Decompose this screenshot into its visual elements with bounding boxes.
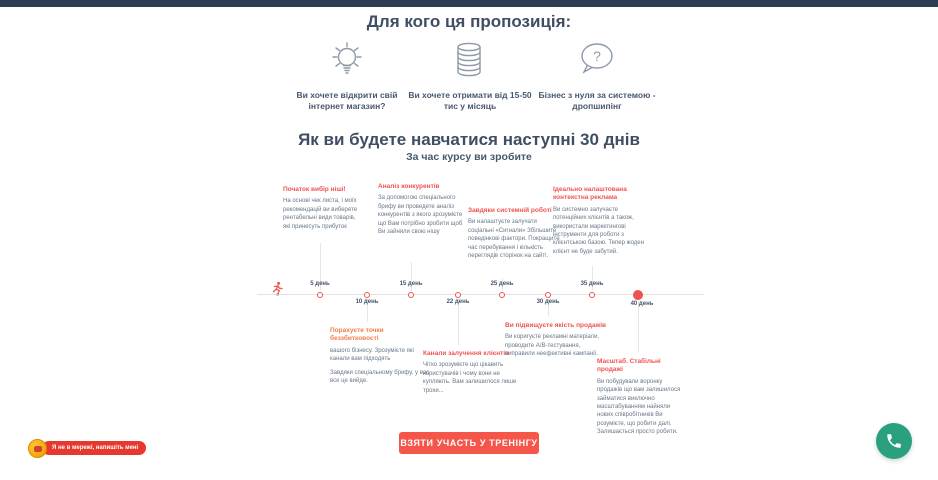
block-title: Ідеально налаштована контекстна реклама <box>553 186 627 202</box>
block-body: вашого бізнесу. Зрозумієте які канали вам підходять <box>330 347 414 363</box>
phone-icon <box>885 432 903 450</box>
block-title: Завдяки системній роботі <box>468 207 552 214</box>
timeline-block-niche <box>283 186 363 231</box>
day-label: 25 день <box>490 281 514 287</box>
timeline-block-context-ads <box>553 186 653 256</box>
svg-text:?: ? <box>593 48 601 64</box>
block-title: Порахуєте точки беззбитковості <box>330 327 384 343</box>
offer-section-title: Для кого ця пропозиція: <box>366 12 572 31</box>
block-body-2: Завдяки спеціальному брифу, у вас все це вийде. <box>330 369 430 385</box>
timeline-dot-day5 <box>317 292 323 298</box>
offer-item-income <box>405 40 535 113</box>
question-bubble-icon <box>532 40 662 82</box>
offer-item-text: Бізнес з нуля за системою - дропшипінг <box>538 90 656 112</box>
block-title: Канали залучення клієнтів <box>423 350 510 357</box>
course-section-title: Як ви будете навчатися наступні 30 днів <box>298 130 640 149</box>
offer-item-open-shop <box>282 40 412 113</box>
join-training-button[interactable]: ВЗЯТИ УЧАСТЬ У ТРЕНІНГУ <box>399 432 539 454</box>
timeline-block-sales-quality <box>505 322 607 359</box>
day-label: 22 день <box>446 299 470 305</box>
day-label: 40 день <box>630 301 654 307</box>
block-title: Початок вибір ніші! <box>283 186 346 193</box>
block-body: На основі чек листа, і моїх рекомендацій ви виберете рентабельні види товарів, які принесуть прибуток <box>283 198 358 230</box>
block-body: Ви налаштуєте залучати соціальні «Сигнали» Збільшите поведінкові фактори. Покращите час перебування і кількість переглядів сторінок на сайті. <box>468 219 560 259</box>
block-body: За допомогою спеціального брифу ви проведете аналіз конкурентів з якого зрозумієте що Вам потрібно зробити щоб Ви зайняли свою нішу <box>378 195 463 235</box>
runner-icon <box>270 281 284 300</box>
block-title: Ви підвищуєте якість продажів <box>505 322 607 329</box>
day-label: 15 день <box>399 281 423 287</box>
offer-item-text: Ви хочете отримати від 15-50 тис у місяць <box>408 90 532 112</box>
block-body: Чітко зрозумієте що цікавить користувачів і чому вони не купляють. Вам залишилося лише трохи... <box>423 362 517 394</box>
timeline-block-scale <box>597 358 683 437</box>
lightbulb-icon <box>282 40 412 82</box>
chat-widget-offline-badge[interactable] <box>28 438 146 458</box>
coins-icon <box>405 40 535 82</box>
course-section-subtitle: За час курсу ви зробите <box>406 151 532 163</box>
day-label: 5 день <box>310 281 330 287</box>
timeline-connector <box>638 300 639 352</box>
timeline-dot-day10 <box>364 292 370 298</box>
timeline-dot-day30 <box>545 292 551 298</box>
block-title: Аналіз конкурентів <box>378 183 440 190</box>
day-label: 10 день <box>355 299 379 305</box>
offer-item-text: Ви хочете відкрити свій інтернет магазин? <box>296 90 398 112</box>
top-navy-bar <box>0 0 938 7</box>
day-label: 30 день <box>536 299 560 305</box>
timeline-block-systematic-work <box>468 207 560 260</box>
block-body: Ви системно залучаєте потенційних клієнтів а також, використали маркетингові інструменти для роботи з клієнтською базою. Тепер жоден клієнт не буде забутий. <box>553 206 644 255</box>
timeline-dot-day25 <box>499 292 505 298</box>
timeline-dot-day35 <box>589 292 595 298</box>
block-body: Ви побудували воронку продажів що вам залишилося займатися виключно масштабуванням найняли нових співробітників Ви розумієте, що робити далі. Залишається просто робити. <box>597 378 681 436</box>
timeline-dot-day22 <box>455 292 461 298</box>
timeline-block-competitors <box>378 183 468 236</box>
timeline-dot-day15 <box>408 292 414 298</box>
timeline-connector <box>458 299 459 345</box>
chat-offline-label: Я не в мережі, напишіть мені <box>42 441 146 455</box>
timeline-block-breakeven <box>330 327 432 385</box>
chat-avatar-icon <box>28 439 47 458</box>
timeline-connector <box>592 266 593 291</box>
callback-phone-button[interactable] <box>876 423 912 459</box>
timeline-dot-day40 <box>633 290 643 300</box>
block-title: Масштаб. Стабільні продажі <box>597 358 661 374</box>
offer-item-dropshipping <box>532 40 662 113</box>
day-label: 35 день <box>580 281 604 287</box>
block-body: Ви коригуєте рекламні матеріали, проводите А/В-тестування, виправили неефективні кампанії. <box>505 334 600 358</box>
